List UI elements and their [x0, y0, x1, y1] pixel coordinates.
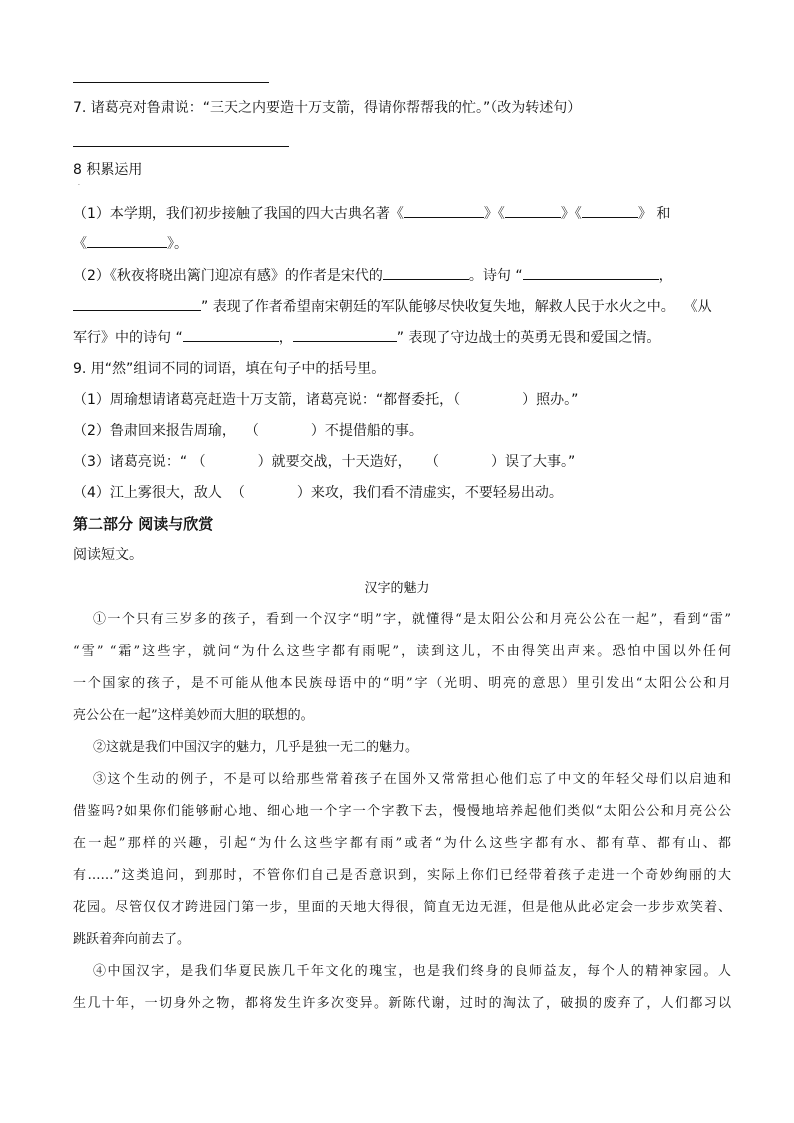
- question-7-text: 7. 诸葛亮对鲁肃说：“三天之内要造十万支箭，得请你帮帮我的忙。”（改为转述句）: [73, 100, 582, 116]
- q8-p2-text-h: ” 表现了守边战士的英勇无畏和爱国之情。: [396, 330, 661, 346]
- blank-verse-1[interactable]: [523, 265, 659, 280]
- q9-s3-text-d: （: [424, 454, 439, 470]
- answer-line-q7[interactable]: [73, 146, 289, 147]
- blank-verse-4[interactable]: [293, 327, 397, 342]
- article-line: 花园。尽管仅仅才跨进园门第一步，里面的天地大得很，简直无边无涯，但是他从此必定会一步步欢笑着、: [73, 900, 731, 915]
- q8-p2-text-a: （2）《秋夜将晓出篱门迎凉有感》的作者是宋代的: [73, 268, 383, 284]
- q8-p2-text-f: 军行》中的诗句 “: [73, 330, 183, 346]
- question-8-part-1: [73, 203, 724, 224]
- q8-p1-text-a: （1）本学期，我们初步接触了我国的四大古典名著《: [73, 206, 404, 222]
- question-9-sentence-1: [73, 390, 724, 410]
- q8-p2-text-e: 《从: [683, 299, 712, 315]
- stray-mark: ·: [78, 182, 80, 189]
- question-8-title: [73, 160, 724, 180]
- q8-p1-text-e: 《: [73, 236, 87, 252]
- q9-s2-text-c: ）不提借船的事。: [310, 423, 423, 439]
- article-line: 一个国家的孩子，是不可能从他本民族母语中的“明”字（光明、明亮的意思）里引发出“太阳公公和月: [73, 676, 731, 691]
- blank-verse-3[interactable]: [183, 327, 279, 342]
- article-line: “雪” “霜”这些字，就问“为什么这些字都有雨呢”，读到这儿，不由得笑出声来。恐怕中国以外任何: [73, 644, 731, 659]
- q8-p2-text-b: 。诗句 “: [468, 268, 523, 284]
- q9-s1-text-b: ）照办。”: [522, 392, 579, 408]
- question-9-sentence-2: [73, 421, 724, 441]
- q8-p1-text-c: 》《: [560, 206, 582, 222]
- q9-s3-text-a: （3）诸葛亮说：“: [73, 454, 188, 470]
- blank-classic-3[interactable]: [582, 203, 638, 218]
- article-line: 有……”这类追问，到那时，不管你们自己是否意识到，实际上你们已经带着孩子走进一个奇妙绚丽的大: [73, 868, 731, 883]
- article-line: 借鉴吗?如果你们能够耐心地、细心地一个字一个字教下去，慢慢地培养起他们类似“太阳公公和月亮公公: [73, 804, 731, 819]
- q8-p1-text-b: 》《: [483, 206, 505, 222]
- q8-p1-text-f: 》。: [167, 236, 188, 252]
- q9-s2-text-b: （: [244, 423, 259, 439]
- question-7: [73, 98, 724, 118]
- question-8-part-2-cont: [73, 296, 724, 317]
- blank-author[interactable]: [383, 265, 469, 280]
- article-line: ④中国汉字，是我们华夏民族几千年文化的瑰宝，也是我们终身的良师益友，每个人的精神家园。人: [93, 964, 731, 979]
- question-9-title-text: 9. 用“然”组词不同的词语，填在句子中的括号里。: [73, 361, 386, 377]
- article-line: 跳跃着奔向前去了。: [73, 932, 191, 947]
- question-8-part-2: [73, 265, 724, 286]
- q8-p2-text-c: ，: [658, 268, 673, 284]
- reading-instruction-text: 阅读短文。: [73, 547, 143, 563]
- article-line: ②这就是我们中国汉字的魅力，几乎是独一无二的魅力。: [93, 740, 419, 755]
- article-line: 亮公公在一起”这样美妙而大胆的联想的。: [73, 708, 314, 723]
- q9-s3-text-e: ）误了大事。”: [490, 454, 576, 470]
- q9-s1-text-a: （1）周瑜想请诸葛亮赶造十万支箭，诸葛亮说：“都督委托，（: [73, 392, 461, 408]
- blank-classic-1[interactable]: [404, 203, 484, 218]
- q8-p2-text-g: ，: [278, 330, 293, 346]
- article-line: ③这个生动的例子，不是可以给那些常着孩子在国外又常常担心他们忘了中文的年轻父母们以启迪和: [93, 772, 731, 787]
- answer-line-q6: [73, 82, 269, 83]
- article-line: ①一个只有三岁多的孩子，看到一个汉字“明”字，就懂得“是太阳公公和月亮公公在一起”，看到“雷”: [93, 612, 731, 627]
- q9-s4-text-c: ）来攻，我们看不清虚实，不要轻易出动。: [296, 485, 563, 501]
- part-2-heading-text: 第二部分 阅读与欣赏: [73, 515, 214, 533]
- q8-p1-text-d: 》 和: [637, 206, 671, 222]
- q9-s4-text-a: （4）江上雾很大，敌人: [73, 485, 222, 501]
- article-line: 在一起”那样的兴趣，引起“为什么这些字都有雨”或者“为什么这些字都有水、都有草、都有山、都: [73, 836, 731, 851]
- blank-verse-2[interactable]: [73, 296, 201, 311]
- question-8-part-1-cont: [73, 233, 724, 254]
- question-9-title: [73, 359, 724, 379]
- q8-p2-text-d: ” 表现了作者希望南宋朝廷的军队能够尽快收复失地，解救人民于水火之中。: [201, 299, 675, 315]
- q9-s3-text-c: ）就要交战，十天造好，: [257, 454, 412, 470]
- question-8-title-text: 8 积累运用: [73, 162, 143, 178]
- blank-classic-4[interactable]: [87, 233, 167, 248]
- part-2-heading: [73, 514, 724, 534]
- reading-instruction: [73, 545, 724, 565]
- question-9-sentence-3: [73, 452, 724, 472]
- q9-s2-text-a: （2）鲁肃回来报告周瑜，: [73, 423, 236, 439]
- q9-s3-text-b: （: [191, 454, 206, 470]
- article-title: 汉字的魅力: [364, 581, 430, 596]
- blank-classic-2[interactable]: [505, 203, 561, 218]
- question-8-part-2-cont2: [73, 327, 724, 348]
- article-line: 生几十年，一切身外之物，都将发生许多次变异。新陈代谢，过时的淘汰了，破损的废弃了，人们都习以: [73, 996, 731, 1011]
- question-9-sentence-4: [73, 483, 724, 503]
- q9-s4-text-b: （: [230, 485, 245, 501]
